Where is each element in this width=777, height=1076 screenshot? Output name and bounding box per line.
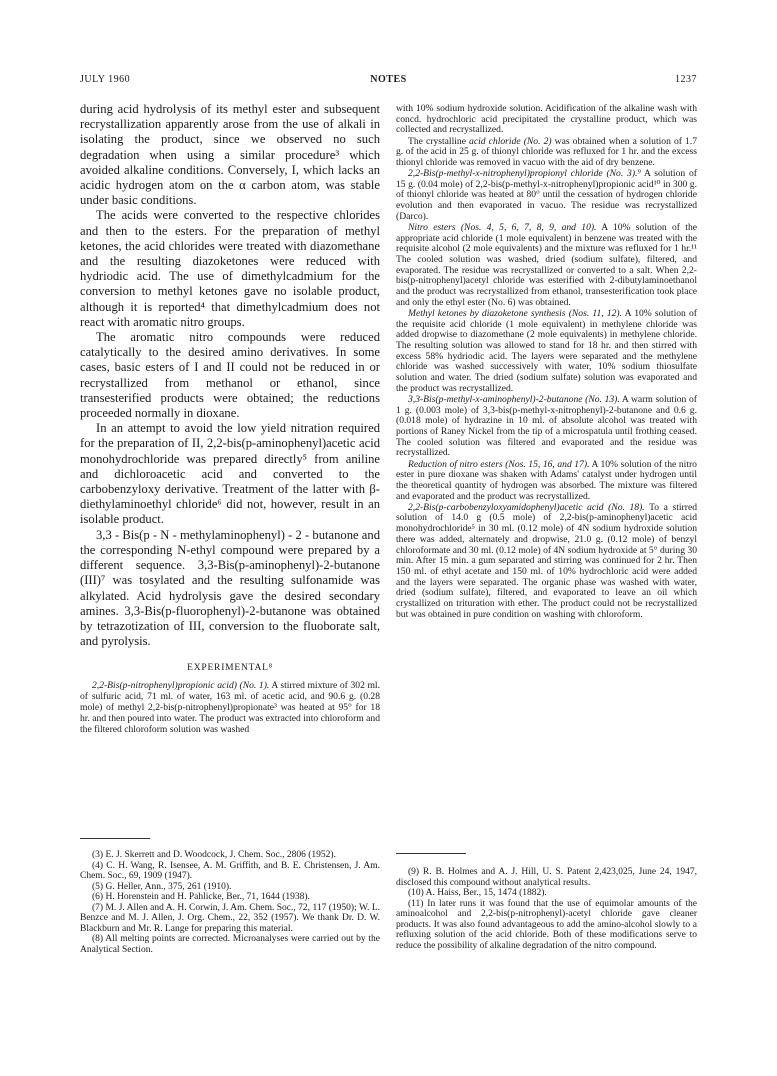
compound-heading: Nitro esters (Nos. 4, 5, 6, 7, 8, 9, and 10). — [408, 221, 597, 233]
compound-heading: Methyl ketones by diazoketone synthesis (Nos. 11, 12). — [408, 307, 623, 319]
body-text — [80, 102, 380, 649]
footnote: (3) E. J. Skerrett and D. Woodcock, J. Chem. Soc., 2806 (1952). — [92, 850, 336, 860]
paragraph: during acid hydrolysis of its methyl ester and subsequent recrystallization apparently arose from the use of alkali in isolating the product, since we observed no such degradation when using a similar procedure³ which avoided alkaline conditions. Conversely, I, which lacks an acidic hydrogen atom on the α carbon atom, was stable under basic conditions. — [80, 102, 380, 208]
left-column — [80, 102, 380, 735]
compound-heading: 3,3-Bis(p-methyl-x-aminophenyl)-2-butanone (No. 13). — [408, 393, 620, 405]
right-column — [396, 104, 697, 621]
footnotes-right — [396, 867, 697, 951]
footnote: (10) A. Haiss, Ber., 15, 1474 (1882). — [408, 888, 547, 898]
compound-heading: acid chloride (No. 2) — [469, 135, 552, 147]
paragraph: 2,2-Bis(p-carbobenzyloxyamidophenyl)acetic acid (No. 18). To a stirred solution of 14.0 g (0.5 mole) of 2,2-bis(p-aminophenyl)acetic acid monohydrochloride⁵ in 30 ml. (0.12 mole) of 4N sodium hydroxide solution there was added, alternately and dropwise, 21.0 g. (0.12 mole) of benzyl chloroformate and 30 ml. (0.12 mole) of 4N sodium hydroxide at 5° during 30 min. After 15 min. a gum separated and stirring was continued for 2 hr. Then 150 ml. of ethyl acetate and 150 ml. of 10% hydrochloric acid were added and the layers were separated. The organic phase was washed with water, dried (sodium sulfate), filtered, and evaporated to leave an oil which crystallized on trituration with ether. The product could not be recrystallized but was obtained in pure condition on washing with chloroform. — [396, 501, 697, 620]
running-header — [0, 74, 777, 88]
footnote-divider-left — [80, 838, 150, 839]
header-section: NOTES — [370, 74, 407, 85]
page-number: 1237 — [675, 74, 697, 85]
compound-heading: 2,2-Bis(p-carbobenzyloxyamidophenyl)acetic acid (No. 18). — [408, 501, 645, 513]
footnote: (9) R. B. Holmes and A. J. Hill, U. S. Patent 2,423,025, June 24, 1947, disclosed this compound without analytical results. — [396, 867, 697, 888]
footnote: (6) H. Horenstein and H. Pahlicke, Ber., 71, 1644 (1938). — [92, 892, 310, 902]
compound-heading: 2,2-Bis(p-nitrophenyl)propionic acid) (No. 1). — [92, 680, 270, 692]
footnotes-left — [80, 850, 380, 955]
paragraph: The crystalline acid chloride (No. 2) was obtained when a solution of 1.7 g. of the acid in 25 g. of thionyl chloride was refluxed for 1 hr. and the excess thionyl chloride was removed in vacuo with the aid of dry benzene. — [396, 135, 698, 168]
experimental-paragraph — [80, 681, 380, 735]
header-date: JULY 1960 — [80, 74, 131, 85]
paragraph: Methyl ketones by diazoketone synthesis (Nos. 11, 12). A 10% solution of the requisite acid chloride (1 mole equivalent) in methylene chloride was added dropwise to diazomethane (2 mole equivalents) in methylene chloride. The resulting solution was allowed to stand for 18 hr. and then stirred with excess 58% hydriodic acid. The layers were separated and the methylene chloride was washed successively with water, 10% sodium thiosulfate solution and water. The dried (sodium sulfate) solution was evaporated and the product was recrystallized. — [396, 307, 698, 394]
footnote: (4) C. H. Wang, R. Isensee, A. M. Griffith, and B. E. Christensen, J. Am. Chem. Soc., 69, 1909 (1947). — [80, 860, 380, 881]
paragraph: The acids were converted to the respective chlorides and then to the esters. For the preparation of methyl ketones, the acid chlorides were treated with diazomethane and the resulting diazoketones were reduced with hydriodic acid. The use of dimethylcadmium for the conversion to methyl ketones gave no isolable product, although it is reported⁴ that dimethylcadmium does not react with aromatic nitro groups. — [80, 208, 380, 329]
compound-heading: 2,2-Bis(p-methyl-x-nitrophenyl)propionyl chloride (No. 3).⁹ — [408, 168, 641, 179]
paragraph: Nitro esters (Nos. 4, 5, 6, 7, 8, 9, and 10). A 10% solution of the appropriate acid chloride (1 mole equivalent) in benzene was treated with the requisite alcohol (2 mole equivalents) and the mixture was refluxed for 1 hr.¹¹ The cooled solution was washed, dried (sodium sulfate), filtered, and evaporated. The residue was recrystallized or converted to a salt. When 2,2-bis(p-nitrophenyl)acetyl chloride was esterified with 2-dibutylaminoethanol and the product was recrystallized from ethanol, transesterification took place and only the ethyl ester (No. 6) was obtained. — [396, 221, 698, 308]
compound-heading: Reduction of nitro esters (Nos. 15, 16, and 17). — [408, 458, 590, 470]
paragraph: Reduction of nitro esters (Nos. 15, 16, and 17). A 10% solution of the nitro ester in pure dioxane was shaken with Adams' catalyst under hydrogen until the theoretical quantity of hydrogen was absorbed. The mixture was filtered and evaporated and the product was recrystallized. — [396, 458, 697, 502]
footnote: (11) In later runs it was found that the use of equimolar amounts of the aminoalcohol and 2,2-bis(p-nitrophenyl)-acetyl chloride gave cleaner products. It was also found advantageous to add the amino-alcohol slowly to a refluxing solution of the acid chloride. Both of these modifications serve to reduce the possibility of alkaline degradation of the nitro compound. — [396, 898, 697, 951]
experimental-heading: EXPERIMENTAL⁸ — [187, 663, 273, 674]
paragraph: with 10% sodium hydroxide solution. Acidification of the alkaline wash with concd. hydrochloric acid precipitated the crystalline product, which was collected and recrystallized. — [396, 103, 697, 136]
footnote: (8) All melting points are corrected. Microanalyses were carried out by the Analytical Section. — [80, 934, 380, 955]
footnote: (5) G. Heller, Ann., 375, 261 (1910). — [92, 881, 232, 892]
footnote: (7) M. J. Allen and A. H. Corwin, J. Am. Chem. Soc., 72, 117 (1950); W. L. Benzce and M. J. Allen, J. Org. Chem., 22, 352 (1957). We thank Dr. D. W. Blackburn and Mr. R. Lange for preparing this material. — [80, 902, 380, 934]
procedure-text: A stirred mixture of 302 ml. of sulfuric acid, 71 ml. of water, 163 ml. of acetic acid, and 90.6 g. (0.28 mole) of methyl 2,2-bis(p-nitrophenyl)propionate³ was heated at 95° for 18 hr. and then poured into water. The product was extracted into chloroform and the filtered chloroform solution was washed — [80, 680, 380, 735]
paragraph: In an attempt to avoid the low yield nitration required for the preparation of II, 2,2-bis(p-aminophenyl)acetic acid monohydrochloride was prepared directly⁵ from aniline and dichloroacetic acid and converted to the carbobenzyloxy derivative. Treatment of the latter with β-diethylaminoethyl chloride⁶ did not, however, result in an isolable product. — [80, 421, 380, 527]
footnote-divider-right — [396, 853, 466, 854]
paragraph: 3,3-Bis(p-methyl-x-aminophenyl)-2-butanone (No. 13). A warm solution of 1 g. (0.003 mole) of 3,3-bis(p-methyl-x-nitrophenyl)-2-butanone and 0.6 g. (0.018 mole) of hydrazine in 10 ml. of absolute alcohol was treated with portions of Raney Nickel from the tip of a microspatula until frothing ceased. The cooled solution was filtered and evaporated and the residue was recrystallized. — [396, 393, 697, 459]
paragraph: 3,3 - Bis(p - N - methylaminophenyl) - 2 - butanone and the corresponding N-ethyl compound were prepared by a different sequence. 3,3-Bis(p-aminophenyl)-2-butanone (III)⁷ was tosylated and the resulting sulfonamide was alkylated. Acid hydrolysis gave the desired secondary amines. 3,3-Bis(p-fluorophenyl)-2-butanone was obtained by tetrazotization of III, conversion to the fluoborate salt, and pyrolysis. — [80, 527, 380, 649]
paragraph: The aromatic nitro compounds were reduced catalytically to the desired amino derivatives. In some cases, basic esters of I and II could not be reduced in or recrystallized from methanol or ethanol, since transesterified products were obtained; the reductions proceeded normally in dioxane. — [80, 330, 380, 421]
paragraph: 2,2-Bis(p-methyl-x-nitrophenyl)propionyl chloride (No. 3).⁹ A solution of 15 g. (0.04 mole) of 2,2-bis(p-methyl-x-nitrophenyl)propionic acid¹⁰ in 300 g. of thionyl chloride was heated at 80° until the cessation of hydrogen chloride evolution and then evaporated in vacuo. The residue was recrystallized (Darco). — [396, 168, 697, 222]
